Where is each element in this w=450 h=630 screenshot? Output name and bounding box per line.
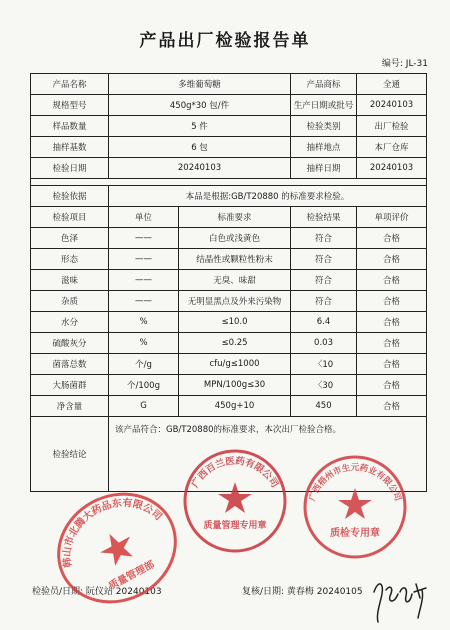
result-cell: 6.4	[291, 312, 357, 333]
header-cell: 检验结果	[291, 207, 357, 228]
evaluation-cell: 合格	[357, 312, 427, 333]
standard-cell: 450g+10	[179, 396, 291, 417]
spacer-row	[31, 179, 427, 186]
result-cell: 符合	[291, 249, 357, 270]
standard-cell: cfu/g≤1000	[179, 354, 291, 375]
item-cell: 水分	[31, 312, 109, 333]
info-label: 抽样日期	[291, 158, 357, 179]
standard-cell: ≤10.0	[179, 312, 291, 333]
standard-cell: 结晶性或颗粒性粉末	[179, 249, 291, 270]
quality-dept-stamp	[52, 488, 182, 608]
reviewer-signoff: 复核/日期: 黄春梅 20240105	[242, 587, 363, 597]
info-row	[31, 74, 427, 95]
info-value: 5 件	[109, 116, 291, 137]
info-value: 20240103	[109, 158, 291, 179]
info-label: 产品商标	[291, 74, 357, 95]
result-row	[31, 396, 427, 417]
result-cell: 符合	[291, 270, 357, 291]
header-cell: 检验项目	[31, 207, 109, 228]
info-label: 规格型号	[31, 95, 109, 116]
stamp-inner-text: 质量管理部	[107, 559, 157, 593]
result-row	[31, 312, 427, 333]
unit-cell: ——	[109, 228, 179, 249]
item-cell: 滋味	[31, 270, 109, 291]
info-value: 本厂仓库	[357, 137, 427, 158]
result-row	[31, 291, 427, 312]
result-row	[31, 249, 427, 270]
result-cell: 符合	[291, 228, 357, 249]
unit-cell: G	[109, 396, 179, 417]
handwritten-signature	[368, 574, 438, 626]
report-table	[30, 73, 427, 492]
conclusion-label: 检验结论	[31, 417, 109, 492]
item-cell: 大肠菌群	[31, 375, 109, 396]
unit-cell: 个/g	[109, 354, 179, 375]
evaluation-cell: 合格	[357, 291, 427, 312]
standard-cell: 无臭、味甜	[179, 270, 291, 291]
result-cell: 450	[291, 396, 357, 417]
evaluation-cell: 合格	[357, 249, 427, 270]
basis-label: 检验依据	[31, 186, 109, 207]
basis-row	[31, 186, 427, 207]
header-cell: 单项评价	[357, 207, 427, 228]
item-cell: 色泽	[31, 228, 109, 249]
info-value: 20240103	[357, 158, 427, 179]
evaluation-cell: 合格	[357, 354, 427, 375]
item-cell: 净含量	[31, 396, 109, 417]
quality-management-stamp	[180, 446, 290, 556]
unit-cell: ——	[109, 291, 179, 312]
unit-cell: %	[109, 312, 179, 333]
result-row	[31, 270, 427, 291]
unit-cell: ——	[109, 249, 179, 270]
result-cell: 〈10	[291, 354, 357, 375]
stamp-inner-text: 质量管理专用章	[203, 521, 267, 531]
result-row	[31, 375, 427, 396]
stamp-outer-text: 广西梧州市生元药业有限公司	[307, 463, 403, 503]
info-row	[31, 95, 427, 116]
standard-cell: ≤0.25	[179, 333, 291, 354]
basis-text: 本品是根据:GB/T20880 的标准要求检验。	[109, 186, 427, 207]
info-value: 6 包	[109, 137, 291, 158]
standard-cell: 白色或浅黄色	[179, 228, 291, 249]
result-cell: 〈30	[291, 375, 357, 396]
unit-cell: 个/100g	[109, 375, 179, 396]
item-cell: 杂质	[31, 291, 109, 312]
evaluation-cell: 合格	[357, 396, 427, 417]
info-row	[31, 158, 427, 179]
result-row	[31, 354, 427, 375]
evaluation-cell: 合格	[357, 375, 427, 396]
info-label: 生产日期或批号	[291, 95, 357, 116]
info-label: 样品数量	[31, 116, 109, 137]
evaluation-cell: 合格	[357, 270, 427, 291]
conclusion-text: 该产品符合：GB/T20880的标准要求，本次出厂检验合格。	[109, 417, 427, 492]
evaluation-cell: 合格	[357, 333, 427, 354]
item-cell: 硫酸灰分	[31, 333, 109, 354]
report-code: 编号: JL-31	[381, 59, 428, 69]
spacer-cell	[31, 179, 427, 186]
header-cell: 标准要求	[179, 207, 291, 228]
info-label: 产品名称	[31, 74, 109, 95]
result-row	[31, 228, 427, 249]
info-value: 450g*30 包/件	[109, 95, 291, 116]
item-cell: 菌落总数	[31, 354, 109, 375]
info-value: 20240103	[357, 95, 427, 116]
item-cell: 形态	[31, 249, 109, 270]
standard-cell: 无明显黑点及外来污染物	[179, 291, 291, 312]
header-row	[31, 207, 427, 228]
evaluation-cell: 合格	[357, 228, 427, 249]
info-label: 检验日期	[31, 158, 109, 179]
inspector-signoff: 检验员/日期: 阮仪站 20240103	[32, 587, 162, 597]
quality-inspection-stamp	[300, 452, 410, 562]
info-label: 抽样地点	[291, 137, 357, 158]
stamp-outer-text: 韩山市北腾大药品东有限公司	[61, 497, 164, 569]
stamp-outer-text: 广西百兰医药有限公司	[189, 455, 281, 490]
result-cell: 0.03	[291, 333, 357, 354]
result-row	[31, 333, 427, 354]
header-cell: 单位	[109, 207, 179, 228]
info-row	[31, 137, 427, 158]
standard-cell: MPN/100g≤30	[179, 375, 291, 396]
info-value: 多维葡萄糖	[109, 74, 291, 95]
info-row	[31, 116, 427, 137]
unit-cell: ——	[109, 270, 179, 291]
report-title: 产品出厂检验报告单	[139, 31, 311, 51]
stamp-inner-text: 质检专用章	[330, 528, 380, 539]
info-value: 全通	[357, 74, 427, 95]
info-label: 抽样基数	[31, 137, 109, 158]
info-label: 检验类别	[291, 116, 357, 137]
unit-cell: %	[109, 333, 179, 354]
result-cell: 符合	[291, 291, 357, 312]
info-value: 出厂检验	[357, 116, 427, 137]
